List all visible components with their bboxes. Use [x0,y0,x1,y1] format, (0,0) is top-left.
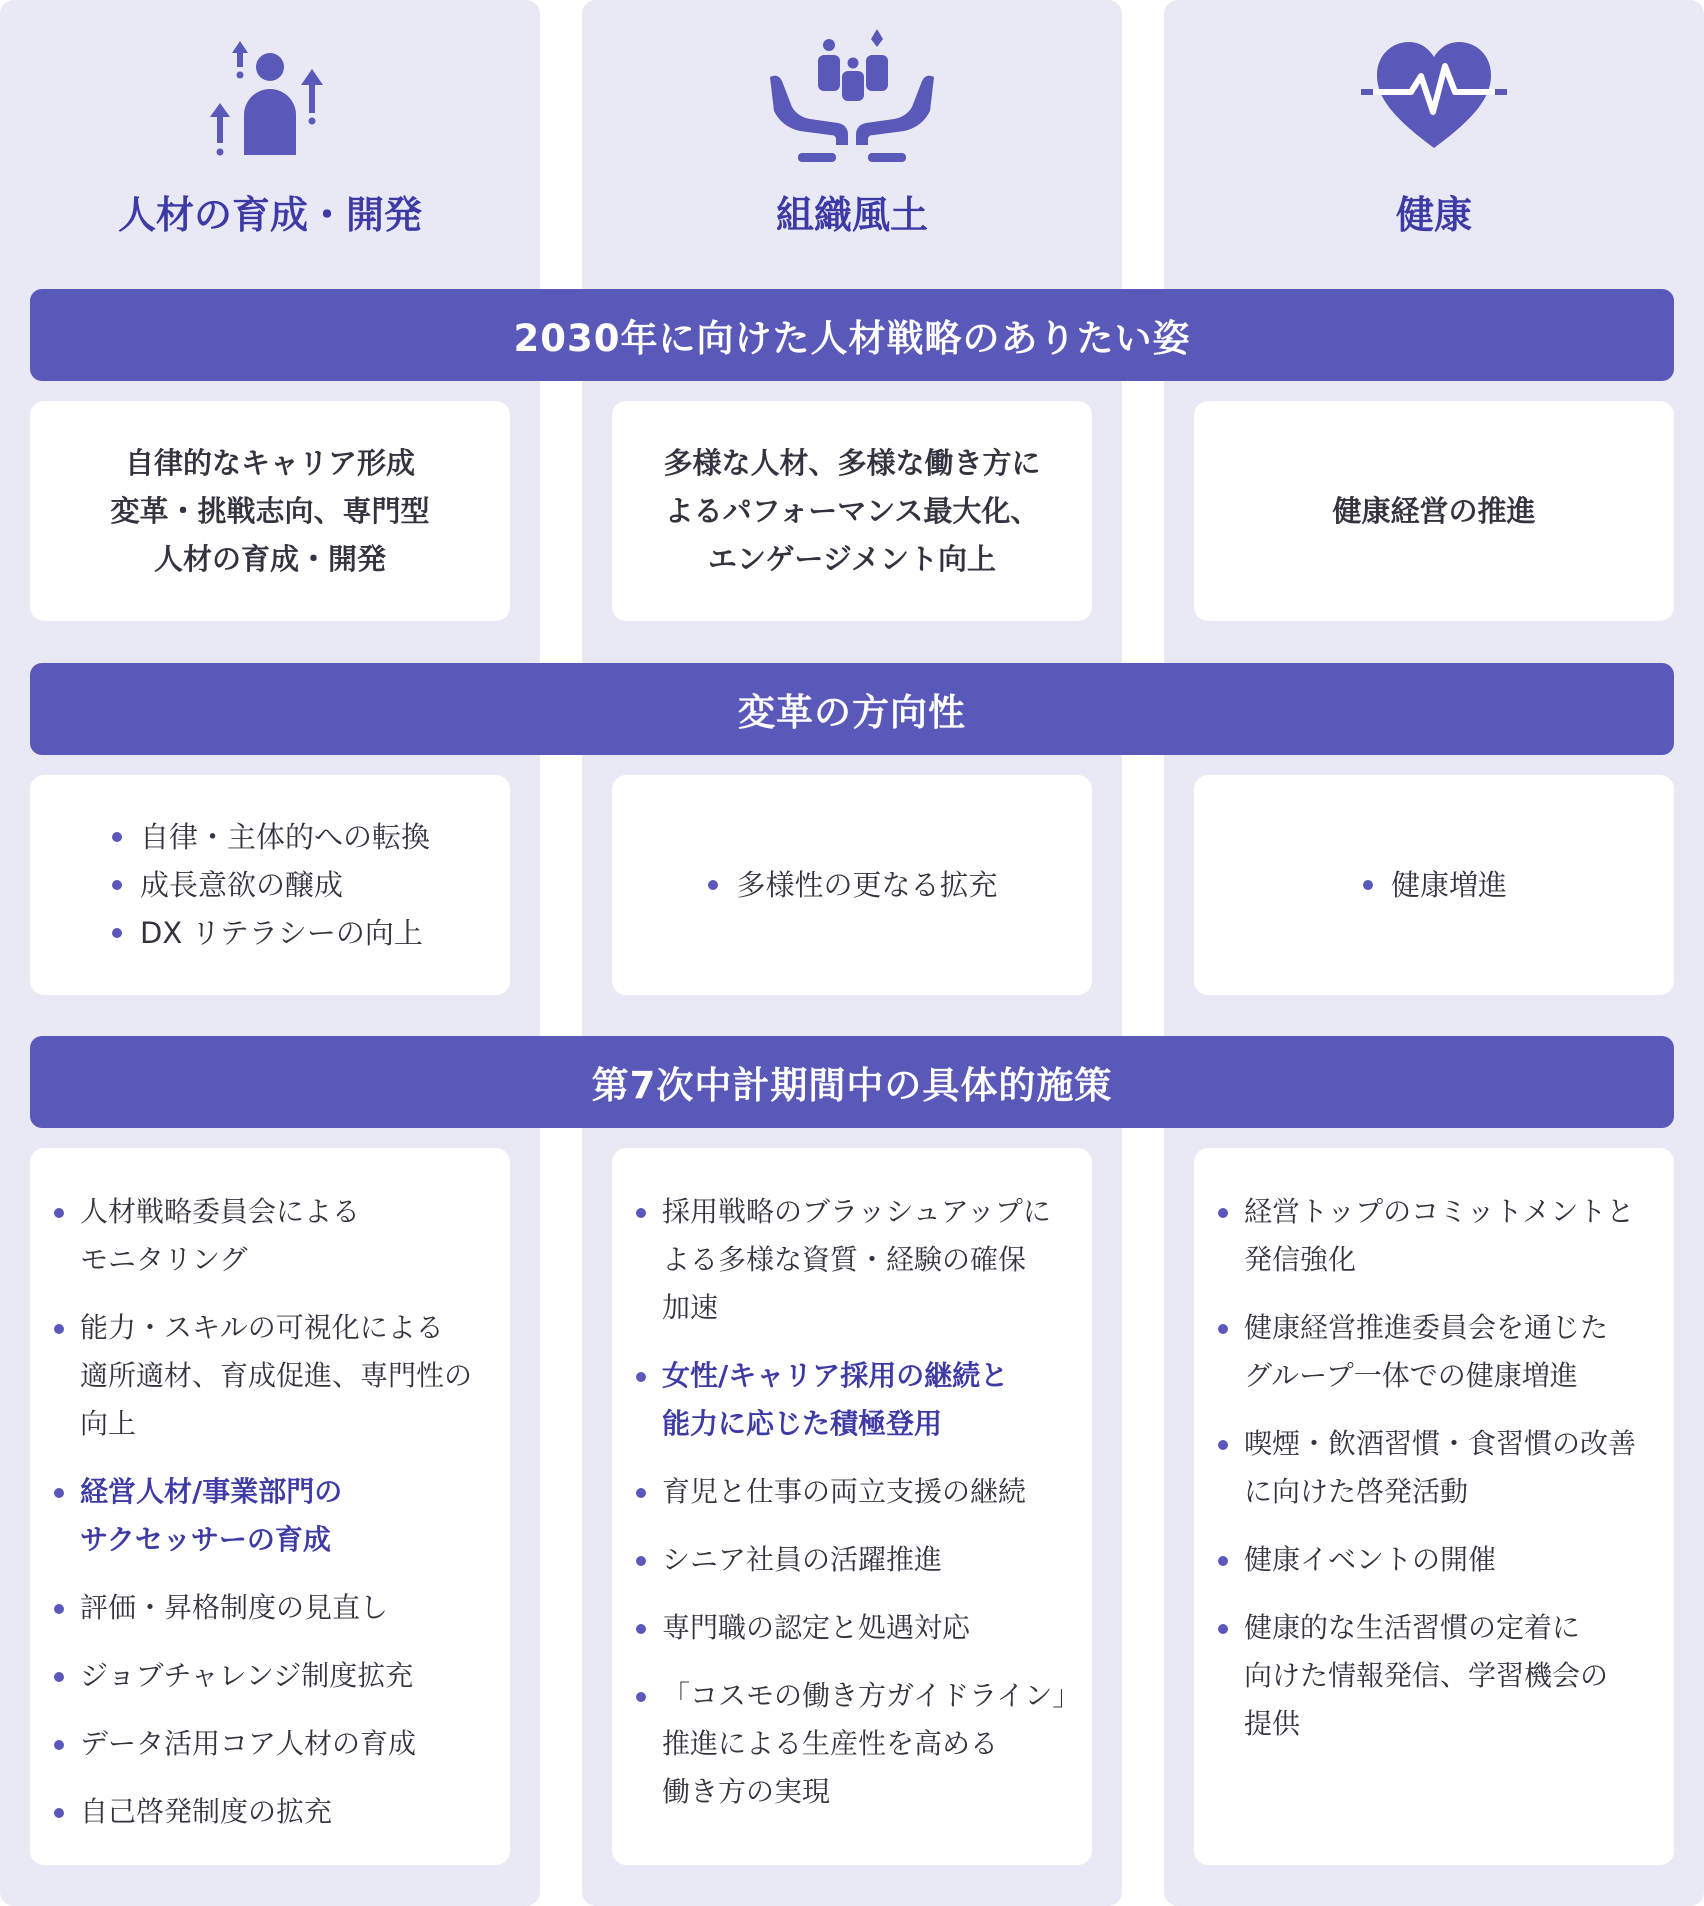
measure-item [52,1652,490,1700]
direction-card-culture [612,775,1092,995]
vision-line: 自律的なキャリア形成 [124,446,415,480]
measure-item [634,1536,1072,1584]
measures-list [1194,1148,1674,1768]
measure-line: 自己啓発制度の拡充 [80,1795,333,1828]
vision-line: 多様な人材、多様な働き方に [663,446,1041,480]
measure-line: 経営人材/事業部門の [80,1475,343,1508]
direction-list [110,813,430,957]
measure-line: 提供 [1244,1707,1301,1740]
measure-line: 健康イベントの開催 [1244,1543,1497,1576]
measure-line: 専門職の認定と処遇対応 [662,1611,971,1644]
measure-item [52,1788,490,1836]
band-vision-2030: 2030年に向けた人材戦略のありたい姿 [30,289,1674,381]
measure-line: 経営トップのコミットメントと [1244,1195,1635,1228]
measure-item [52,1720,490,1768]
measure-item [1216,1188,1654,1284]
measure-item [634,1188,1072,1332]
vision-line: エンゲージメント向上 [708,542,996,576]
measure-line: 人材戦略委員会による [80,1195,361,1228]
measure-line: 健康的な生活習慣の定着に [1244,1611,1581,1644]
column-title: 健康 [1395,193,1472,237]
measure-item [634,1352,1072,1448]
vision-line: 健康経営の推進 [1332,494,1536,528]
measure-line: 発信強化 [1244,1243,1357,1276]
vision-card-health [1194,401,1674,621]
direction-item: 成長意欲の醸成 [110,861,430,909]
measure-line: 推進による生産性を高める [662,1727,999,1760]
measures-card-health [1194,1148,1674,1865]
direction-item: 自律・主体的への転換 [110,813,430,861]
hands-holding-people-icon [762,25,942,165]
direction-card-talent [30,775,510,995]
measures-list [612,1148,1092,1836]
vision-line: よるパフォーマンス最大化、 [664,494,1040,528]
measure-line: 向上 [80,1407,137,1440]
measures-card-culture [612,1148,1092,1865]
direction-list [706,861,997,909]
measure-line: 育児と仕事の両立支援の継続 [662,1475,1027,1508]
direction-item: 健康増進 [1361,861,1507,909]
band-measures: 第7次中計期間中の具体的施策 [30,1036,1674,1128]
measure-item [1216,1604,1654,1748]
measure-item [634,1672,1081,1816]
measure-line: よる多様な資質・経験の確保 [662,1243,1027,1276]
measure-line: モニタリング [80,1243,248,1276]
vision-card-talent [30,401,510,621]
column-title: 人材の育成・開発 [117,193,422,237]
measure-line: 向けた情報発信、学習機会の [1244,1659,1609,1692]
measure-line: に向けた啓発活動 [1244,1475,1469,1508]
measure-line: 「コスモの働き方ガイドライン」 [662,1679,1081,1712]
measures-card-talent [30,1148,510,1865]
person-growth-arrows-icon [200,25,340,165]
direction-item: DX リテラシーの向上 [110,909,430,957]
measure-item [52,1584,490,1632]
measure-line: サクセッサーの育成 [80,1523,331,1556]
vision-card-culture [612,401,1092,621]
measure-line: 働き方の実現 [662,1775,831,1808]
measure-line: 加速 [662,1291,719,1324]
measure-item [1216,1536,1654,1584]
measure-line: 健康経営推進委員会を通じた [1244,1311,1609,1344]
measure-line: 採用戦略のブラッシュアップに [662,1195,1051,1228]
band-direction: 変革の方向性 [30,663,1674,755]
measure-line: 適所適材、育成促進、専門性の [80,1359,473,1392]
measure-item [1216,1304,1654,1400]
measure-item [634,1604,1072,1652]
vision-line: 人材の育成・開発 [153,542,386,576]
measure-line: 能力・スキルの可視化による [80,1311,444,1344]
measure-line: 能力に応じた積極登用 [662,1407,943,1440]
measure-line: データ活用コア人材の育成 [80,1727,417,1760]
measure-line: 女性/キャリア採用の継続と [662,1359,1009,1392]
heart-pulse-icon [1359,30,1509,160]
measure-line: グループ一体での健康増進 [1244,1359,1578,1392]
measure-item [52,1188,490,1284]
vision-line: 変革・挑戦志向、専門型 [110,494,430,528]
measures-list [30,1148,510,1856]
measure-line: シニア社員の活躍推進 [662,1543,943,1576]
measure-line: 評価・昇格制度の見直し [80,1591,389,1624]
measure-line: 喫煙・飲酒習慣・食習慣の改善 [1244,1427,1637,1460]
direction-card-health [1194,775,1674,995]
direction-list [1361,861,1507,909]
measure-item [634,1468,1072,1516]
column-title: 組織風土 [775,193,928,237]
measure-item [52,1468,490,1564]
measure-item [52,1304,490,1448]
measure-line: ジョブチャレンジ制度拡充 [80,1659,414,1692]
direction-item: 多様性の更なる拡充 [706,861,997,909]
measure-item [1216,1420,1654,1516]
